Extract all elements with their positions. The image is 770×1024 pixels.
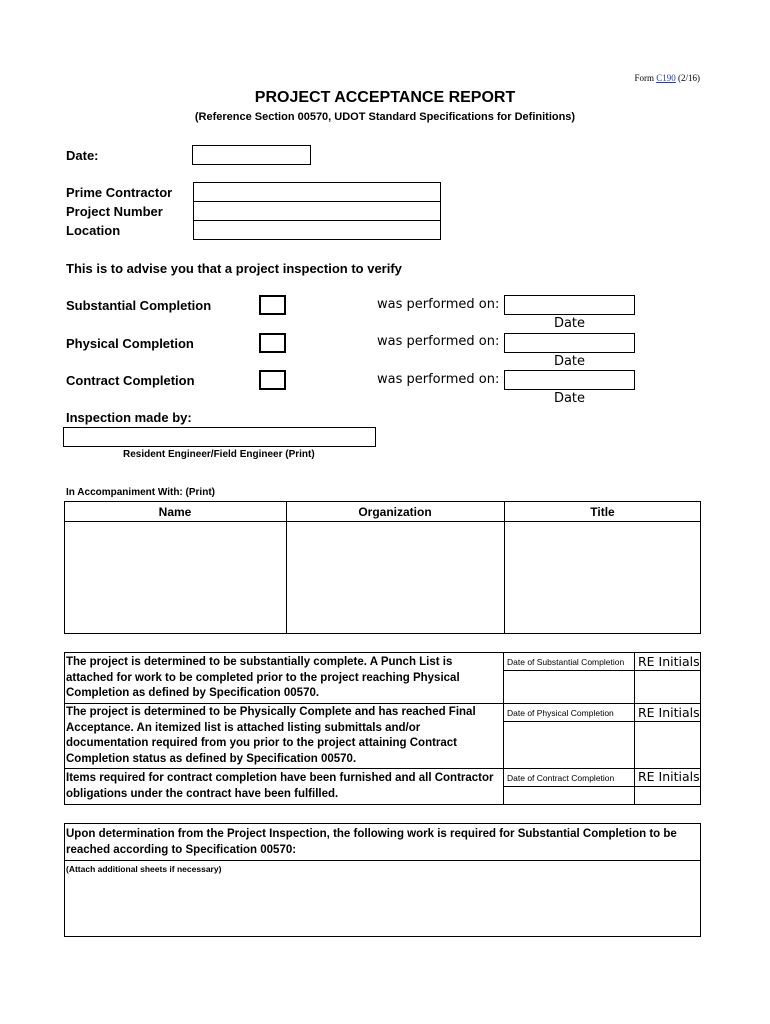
physical-initials-input[interactable] bbox=[635, 722, 700, 768]
page-subtitle: (Reference Section 00570, UDOT Standard Specifications for Definitions) bbox=[194, 111, 576, 123]
substantial-date-input[interactable] bbox=[504, 671, 634, 703]
accompaniment-label: In Accompaniment With: (Print) bbox=[66, 487, 215, 498]
contract-date-caption: Date bbox=[553, 391, 586, 406]
substantial-completion-checkbox[interactable] bbox=[259, 295, 286, 315]
page-title: PROJECT ACCEPTANCE REPORT bbox=[254, 89, 516, 106]
date-field[interactable] bbox=[192, 145, 311, 165]
contract-date-input[interactable] bbox=[504, 787, 634, 804]
physical-date-field[interactable] bbox=[504, 333, 635, 353]
physical-initials-label: RE Initials bbox=[638, 705, 700, 720]
substantial-initials-input[interactable] bbox=[635, 671, 700, 703]
contract-date-label: Date of Contract Completion bbox=[507, 773, 615, 783]
project-number-label: Project Number bbox=[66, 204, 163, 219]
form-id-prefix: Form bbox=[634, 73, 657, 83]
physical-date-caption: Date bbox=[553, 354, 586, 369]
physical-performed-label: was performed on: bbox=[377, 334, 500, 349]
contract-initials-label: RE Initials bbox=[638, 769, 700, 784]
advise-text: This is to advise you that a project inspection to verify bbox=[66, 261, 402, 276]
location-field[interactable] bbox=[193, 220, 441, 240]
project-number-field[interactable] bbox=[193, 201, 441, 221]
determination-row-divider-2 bbox=[64, 768, 701, 769]
physical-completion-label: Physical Completion bbox=[66, 336, 194, 351]
work-required-divider bbox=[64, 860, 701, 861]
title-column-cell[interactable] bbox=[505, 522, 700, 633]
prime-contractor-label: Prime Contractor bbox=[66, 185, 173, 200]
title-column-header: Title bbox=[590, 505, 615, 519]
name-column-cell[interactable] bbox=[65, 522, 286, 633]
substantial-date-caption: Date bbox=[553, 316, 586, 331]
contract-performed-label: was performed on: bbox=[377, 372, 500, 387]
contract-completion-label: Contract Completion bbox=[66, 373, 195, 388]
prime-contractor-field[interactable] bbox=[193, 182, 441, 202]
name-column-header: Name bbox=[158, 505, 192, 519]
date-label: Date: bbox=[66, 148, 99, 163]
attach-sheets-note: (Attach additional sheets if necessary) bbox=[66, 864, 222, 874]
organization-column-cell[interactable] bbox=[287, 522, 504, 633]
substantial-date-label: Date of Substantial Completion bbox=[507, 657, 625, 667]
organization-column-header: Organization bbox=[358, 505, 432, 519]
location-label: Location bbox=[66, 223, 121, 238]
substantial-completion-label: Substantial Completion bbox=[66, 298, 212, 313]
substantial-performed-label: was performed on: bbox=[377, 297, 500, 312]
contract-determination-text: Items required for contract completion have been furnished and all Contractor obligations under the contract have been fulfilled. bbox=[66, 772, 494, 800]
substantial-date-field[interactable] bbox=[504, 295, 635, 315]
substantial-determination-text: The project is determined to be substantially complete. A Punch List is attached for work to be completed prior to the project reaching Physical Completion as defined by Specification 00570. bbox=[66, 656, 460, 699]
determination-row-divider-1 bbox=[64, 703, 701, 704]
work-required-input[interactable] bbox=[65, 876, 700, 936]
physical-date-input[interactable] bbox=[504, 722, 634, 768]
physical-completion-checkbox[interactable] bbox=[259, 333, 286, 353]
substantial-initials-label: RE Initials bbox=[638, 654, 700, 669]
contract-completion-checkbox[interactable] bbox=[259, 370, 286, 390]
inspection-label: Inspection made by: bbox=[66, 410, 192, 425]
inspector-caption: Resident Engineer/Field Engineer (Print) bbox=[123, 449, 315, 460]
form-id-date: (2/16) bbox=[675, 73, 700, 83]
physical-date-label: Date of Physical Completion bbox=[507, 708, 614, 718]
inspector-name-field[interactable] bbox=[63, 427, 376, 447]
physical-determination-text: The project is determined to be Physically Complete and has reached Final Acceptance. An itemized list is attached listing submittals and/or documentation required from you prior to the project attaining Contract Completion status as defined by Specification 00570. bbox=[66, 706, 476, 765]
form-id-link[interactable]: C190 bbox=[656, 73, 676, 83]
work-required-text: Upon determination from the Project Inspection, the following work is required for Substantial Completion to be reached according to Specification 00570: bbox=[66, 828, 677, 856]
contract-date-field[interactable] bbox=[504, 370, 635, 390]
contract-initials-input[interactable] bbox=[635, 787, 700, 804]
form-id bbox=[560, 73, 700, 83]
